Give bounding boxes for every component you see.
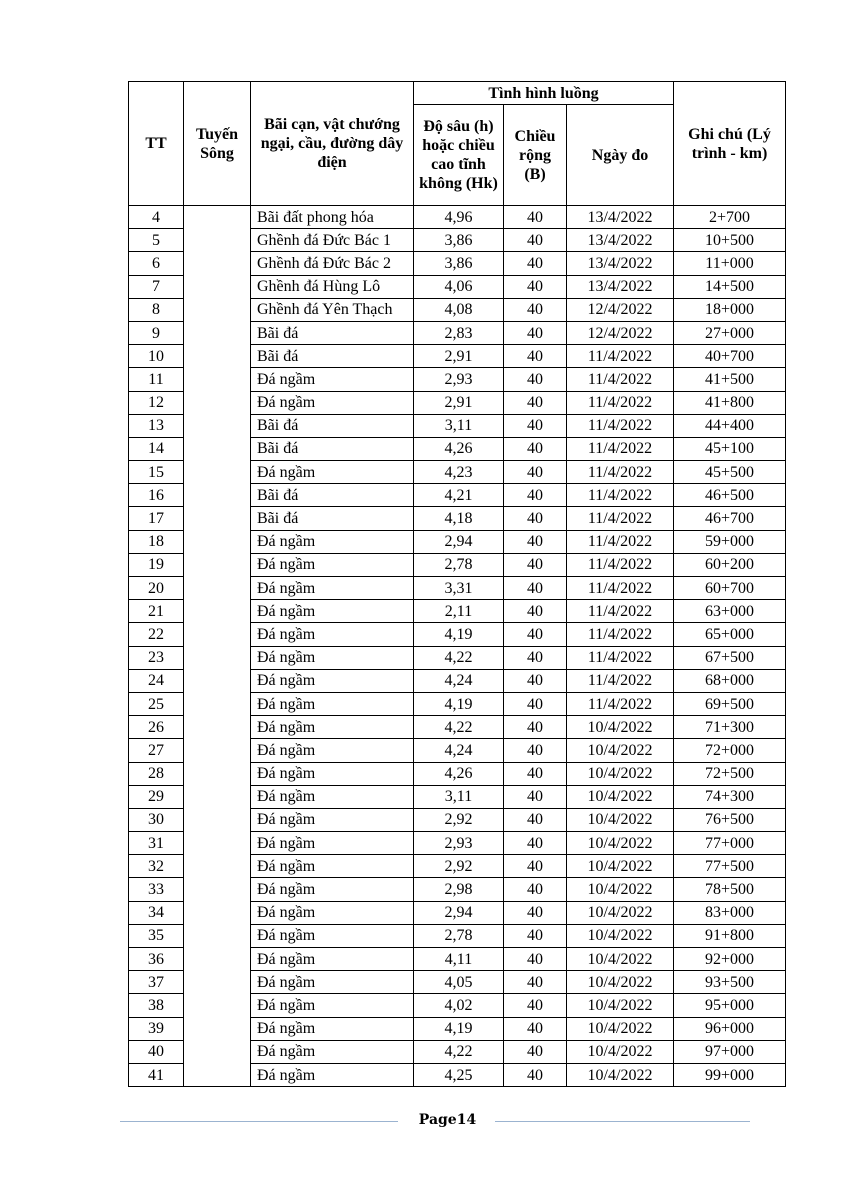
- cell-tt: 9: [129, 321, 184, 344]
- cell-date: 11/4/2022: [567, 646, 674, 669]
- cell-depth: 2,93: [414, 368, 504, 391]
- cell-name: Đá ngầm: [251, 368, 414, 391]
- cell-name: Đá ngầm: [251, 971, 414, 994]
- page-number: Page14: [418, 1112, 477, 1128]
- footer-rule-left: [120, 1121, 398, 1122]
- cell-width: 40: [504, 901, 567, 924]
- cell-name: Đá ngầm: [251, 1017, 414, 1040]
- cell-name: Đá ngầm: [251, 832, 414, 855]
- cell-date: 13/4/2022: [567, 252, 674, 275]
- cell-tt: 22: [129, 623, 184, 646]
- cell-name: Đá ngầm: [251, 808, 414, 831]
- cell-depth: 2,83: [414, 321, 504, 344]
- cell-tt: 4: [129, 206, 184, 229]
- cell-note: 44+400: [674, 414, 786, 437]
- cell-width: 40: [504, 785, 567, 808]
- cell-note: 18+000: [674, 298, 786, 321]
- cell-depth: 4,05: [414, 971, 504, 994]
- cell-tt: 24: [129, 669, 184, 692]
- cell-tt: 8: [129, 298, 184, 321]
- cell-width: 40: [504, 507, 567, 530]
- cell-width: 40: [504, 994, 567, 1017]
- cell-width: 40: [504, 577, 567, 600]
- cell-name: Bãi đá: [251, 507, 414, 530]
- cell-tt: 15: [129, 461, 184, 484]
- cell-depth: 3,11: [414, 414, 504, 437]
- cell-date: 10/4/2022: [567, 762, 674, 785]
- cell-date: 13/4/2022: [567, 229, 674, 252]
- cell-date: 10/4/2022: [567, 808, 674, 831]
- cell-name: Đá ngầm: [251, 901, 414, 924]
- page-footer: [0, 1112, 849, 1132]
- cell-river: [184, 206, 251, 1087]
- cell-depth: 2,98: [414, 878, 504, 901]
- cell-depth: 4,19: [414, 692, 504, 715]
- cell-depth: 3,86: [414, 229, 504, 252]
- cell-width: 40: [504, 553, 567, 576]
- cell-depth: 4,26: [414, 762, 504, 785]
- cell-tt: 17: [129, 507, 184, 530]
- cell-tt: 40: [129, 1040, 184, 1063]
- cell-date: 11/4/2022: [567, 623, 674, 646]
- cell-depth: 2,92: [414, 808, 504, 831]
- cell-name: Đá ngầm: [251, 600, 414, 623]
- cell-width: 40: [504, 762, 567, 785]
- cell-tt: 39: [129, 1017, 184, 1040]
- cell-depth: 4,25: [414, 1063, 504, 1086]
- cell-tt: 31: [129, 832, 184, 855]
- cell-width: 40: [504, 669, 567, 692]
- cell-date: 11/4/2022: [567, 507, 674, 530]
- cell-width: 40: [504, 368, 567, 391]
- cell-width: 40: [504, 1040, 567, 1063]
- cell-date: 11/4/2022: [567, 577, 674, 600]
- cell-depth: 4,06: [414, 275, 504, 298]
- cell-width: 40: [504, 924, 567, 947]
- cell-width: 40: [504, 855, 567, 878]
- cell-name: Đá ngầm: [251, 739, 414, 762]
- cell-width: 40: [504, 948, 567, 971]
- cell-depth: 4,21: [414, 484, 504, 507]
- cell-note: 46+700: [674, 507, 786, 530]
- cell-date: 10/4/2022: [567, 1063, 674, 1086]
- cell-depth: 4,18: [414, 507, 504, 530]
- cell-width: 40: [504, 1017, 567, 1040]
- cell-note: 10+500: [674, 229, 786, 252]
- cell-tt: 34: [129, 901, 184, 924]
- cell-note: 69+500: [674, 692, 786, 715]
- cell-date: 11/4/2022: [567, 437, 674, 460]
- cell-width: 40: [504, 971, 567, 994]
- cell-name: Đá ngầm: [251, 855, 414, 878]
- cell-width: 40: [504, 1063, 567, 1086]
- cell-tt: 7: [129, 275, 184, 298]
- cell-name: Ghềnh đá Đức Bác 2: [251, 252, 414, 275]
- cell-width: 40: [504, 646, 567, 669]
- cell-depth: 3,11: [414, 785, 504, 808]
- cell-date: 13/4/2022: [567, 206, 674, 229]
- cell-depth: 3,31: [414, 577, 504, 600]
- cell-width: 40: [504, 391, 567, 414]
- header-tt: TT: [129, 82, 184, 206]
- cell-width: 40: [504, 437, 567, 460]
- cell-width: 40: [504, 206, 567, 229]
- cell-date: 11/4/2022: [567, 553, 674, 576]
- header-width: Chiều rộng (B): [504, 105, 567, 206]
- cell-width: 40: [504, 252, 567, 275]
- cell-name: Đá ngầm: [251, 692, 414, 715]
- cell-note: 45+500: [674, 461, 786, 484]
- cell-note: 45+100: [674, 437, 786, 460]
- cell-name: Đá ngầm: [251, 785, 414, 808]
- footer-rule-right: [495, 1121, 750, 1122]
- header-date: Ngày đo: [567, 105, 674, 206]
- table-body: [129, 206, 786, 1087]
- cell-depth: 4,22: [414, 1040, 504, 1063]
- cell-note: 60+700: [674, 577, 786, 600]
- cell-note: 40+700: [674, 345, 786, 368]
- cell-depth: 4,24: [414, 669, 504, 692]
- cell-date: 10/4/2022: [567, 948, 674, 971]
- cell-tt: 33: [129, 878, 184, 901]
- cell-name: Bãi đất phong hóa: [251, 206, 414, 229]
- cell-note: 11+000: [674, 252, 786, 275]
- cell-note: 14+500: [674, 275, 786, 298]
- cell-date: 10/4/2022: [567, 716, 674, 739]
- cell-width: 40: [504, 716, 567, 739]
- cell-note: 27+000: [674, 321, 786, 344]
- cell-tt: 18: [129, 530, 184, 553]
- cell-width: 40: [504, 275, 567, 298]
- cell-name: Ghềnh đá Hùng Lô: [251, 275, 414, 298]
- cell-date: 10/4/2022: [567, 878, 674, 901]
- cell-note: 74+300: [674, 785, 786, 808]
- cell-note: 99+000: [674, 1063, 786, 1086]
- cell-depth: 4,19: [414, 1017, 504, 1040]
- cell-width: 40: [504, 345, 567, 368]
- cell-date: 10/4/2022: [567, 739, 674, 762]
- cell-note: 72+000: [674, 739, 786, 762]
- cell-tt: 32: [129, 855, 184, 878]
- cell-depth: 4,11: [414, 948, 504, 971]
- cell-note: 77+500: [674, 855, 786, 878]
- cell-depth: 2,92: [414, 855, 504, 878]
- cell-tt: 21: [129, 600, 184, 623]
- cell-date: 11/4/2022: [567, 484, 674, 507]
- cell-name: Bãi đá: [251, 437, 414, 460]
- cell-name: Đá ngầm: [251, 994, 414, 1017]
- cell-note: 59+000: [674, 530, 786, 553]
- cell-tt: 14: [129, 437, 184, 460]
- cell-note: 60+200: [674, 553, 786, 576]
- cell-width: 40: [504, 808, 567, 831]
- cell-date: 11/4/2022: [567, 692, 674, 715]
- cell-width: 40: [504, 739, 567, 762]
- header-channel-status: Tình hình luồng: [414, 82, 674, 105]
- cell-width: 40: [504, 623, 567, 646]
- cell-name: Đá ngầm: [251, 669, 414, 692]
- cell-date: 11/4/2022: [567, 669, 674, 692]
- cell-name: Đá ngầm: [251, 948, 414, 971]
- cell-note: 76+500: [674, 808, 786, 831]
- cell-note: 93+500: [674, 971, 786, 994]
- cell-depth: 4,02: [414, 994, 504, 1017]
- cell-depth: 4,96: [414, 206, 504, 229]
- cell-tt: 13: [129, 414, 184, 437]
- cell-tt: 28: [129, 762, 184, 785]
- cell-note: 96+000: [674, 1017, 786, 1040]
- cell-depth: 3,86: [414, 252, 504, 275]
- cell-tt: 19: [129, 553, 184, 576]
- cell-note: 41+800: [674, 391, 786, 414]
- cell-note: 92+000: [674, 948, 786, 971]
- cell-depth: 2,94: [414, 530, 504, 553]
- cell-width: 40: [504, 461, 567, 484]
- cell-name: Bãi đá: [251, 321, 414, 344]
- cell-width: 40: [504, 530, 567, 553]
- cell-date: 11/4/2022: [567, 391, 674, 414]
- cell-tt: 26: [129, 716, 184, 739]
- cell-depth: 2,78: [414, 924, 504, 947]
- cell-note: 97+000: [674, 1040, 786, 1063]
- cell-tt: 23: [129, 646, 184, 669]
- cell-tt: 41: [129, 1063, 184, 1086]
- cell-name: Đá ngầm: [251, 1040, 414, 1063]
- cell-width: 40: [504, 298, 567, 321]
- cell-tt: 38: [129, 994, 184, 1017]
- cell-width: 40: [504, 832, 567, 855]
- cell-width: 40: [504, 414, 567, 437]
- cell-depth: 4,08: [414, 298, 504, 321]
- cell-depth: 4,24: [414, 739, 504, 762]
- cell-depth: 4,23: [414, 461, 504, 484]
- cell-tt: 30: [129, 808, 184, 831]
- cell-name: Đá ngầm: [251, 623, 414, 646]
- table-header: [129, 82, 786, 206]
- cell-depth: 2,91: [414, 391, 504, 414]
- cell-name: Đá ngầm: [251, 461, 414, 484]
- cell-note: 71+300: [674, 716, 786, 739]
- cell-width: 40: [504, 229, 567, 252]
- cell-name: Đá ngầm: [251, 530, 414, 553]
- cell-name: Đá ngầm: [251, 391, 414, 414]
- cell-depth: 4,19: [414, 623, 504, 646]
- cell-tt: 36: [129, 948, 184, 971]
- cell-name: Đá ngầm: [251, 716, 414, 739]
- cell-date: 10/4/2022: [567, 832, 674, 855]
- cell-depth: 4,22: [414, 646, 504, 669]
- header-depth: Độ sâu (h) hoặc chiều cao tĩnh không (Hk): [414, 105, 504, 206]
- cell-note: 91+800: [674, 924, 786, 947]
- table-row: [129, 206, 786, 229]
- cell-date: 11/4/2022: [567, 530, 674, 553]
- cell-note: 83+000: [674, 901, 786, 924]
- cell-date: 11/4/2022: [567, 414, 674, 437]
- cell-date: 10/4/2022: [567, 785, 674, 808]
- cell-tt: 29: [129, 785, 184, 808]
- cell-name: Đá ngầm: [251, 577, 414, 600]
- cell-name: Đá ngầm: [251, 553, 414, 576]
- cell-name: Bãi đá: [251, 345, 414, 368]
- cell-width: 40: [504, 878, 567, 901]
- cell-depth: 2,11: [414, 600, 504, 623]
- cell-date: 10/4/2022: [567, 855, 674, 878]
- cell-note: 68+000: [674, 669, 786, 692]
- header-note: Ghi chú (Lý trình - km): [674, 82, 786, 206]
- cell-name: Đá ngầm: [251, 924, 414, 947]
- cell-date: 10/4/2022: [567, 971, 674, 994]
- cell-date: 10/4/2022: [567, 901, 674, 924]
- cell-date: 11/4/2022: [567, 368, 674, 391]
- cell-note: 41+500: [674, 368, 786, 391]
- cell-width: 40: [504, 321, 567, 344]
- cell-note: 2+700: [674, 206, 786, 229]
- cell-tt: 20: [129, 577, 184, 600]
- cell-depth: 2,91: [414, 345, 504, 368]
- cell-tt: 25: [129, 692, 184, 715]
- cell-tt: 27: [129, 739, 184, 762]
- cell-note: 77+000: [674, 832, 786, 855]
- cell-date: 10/4/2022: [567, 1040, 674, 1063]
- cell-depth: 4,22: [414, 716, 504, 739]
- cell-width: 40: [504, 484, 567, 507]
- cell-depth: 2,93: [414, 832, 504, 855]
- cell-date: 10/4/2022: [567, 1017, 674, 1040]
- cell-tt: 16: [129, 484, 184, 507]
- cell-name: Đá ngầm: [251, 878, 414, 901]
- cell-tt: 37: [129, 971, 184, 994]
- cell-tt: 35: [129, 924, 184, 947]
- cell-width: 40: [504, 692, 567, 715]
- cell-tt: 11: [129, 368, 184, 391]
- cell-date: 11/4/2022: [567, 461, 674, 484]
- cell-note: 78+500: [674, 878, 786, 901]
- cell-tt: 12: [129, 391, 184, 414]
- cell-name: Ghềnh đá Yên Thạch: [251, 298, 414, 321]
- cell-date: 12/4/2022: [567, 321, 674, 344]
- cell-date: 10/4/2022: [567, 994, 674, 1017]
- cell-name: Đá ngầm: [251, 646, 414, 669]
- cell-tt: 5: [129, 229, 184, 252]
- header-obstacle: Bãi cạn, vật chướng ngại, cầu, đường dây điện: [251, 82, 414, 206]
- cell-name: Bãi đá: [251, 414, 414, 437]
- cell-depth: 2,94: [414, 901, 504, 924]
- cell-date: 11/4/2022: [567, 345, 674, 368]
- cell-note: 67+500: [674, 646, 786, 669]
- cell-date: 12/4/2022: [567, 298, 674, 321]
- cell-name: Đá ngầm: [251, 1063, 414, 1086]
- cell-tt: 10: [129, 345, 184, 368]
- cell-date: 10/4/2022: [567, 924, 674, 947]
- cell-note: 46+500: [674, 484, 786, 507]
- cell-date: 13/4/2022: [567, 275, 674, 298]
- cell-tt: 6: [129, 252, 184, 275]
- cell-note: 65+000: [674, 623, 786, 646]
- cell-note: 63+000: [674, 600, 786, 623]
- cell-name: Ghềnh đá Đức Bác 1: [251, 229, 414, 252]
- cell-depth: 4,26: [414, 437, 504, 460]
- cell-date: 11/4/2022: [567, 600, 674, 623]
- cell-name: Đá ngầm: [251, 762, 414, 785]
- cell-name: Bãi đá: [251, 484, 414, 507]
- header-river: Tuyến Sông: [184, 82, 251, 206]
- cell-note: 72+500: [674, 762, 786, 785]
- cell-depth: 2,78: [414, 553, 504, 576]
- cell-note: 95+000: [674, 994, 786, 1017]
- cell-width: 40: [504, 600, 567, 623]
- river-channel-table: [128, 81, 786, 1087]
